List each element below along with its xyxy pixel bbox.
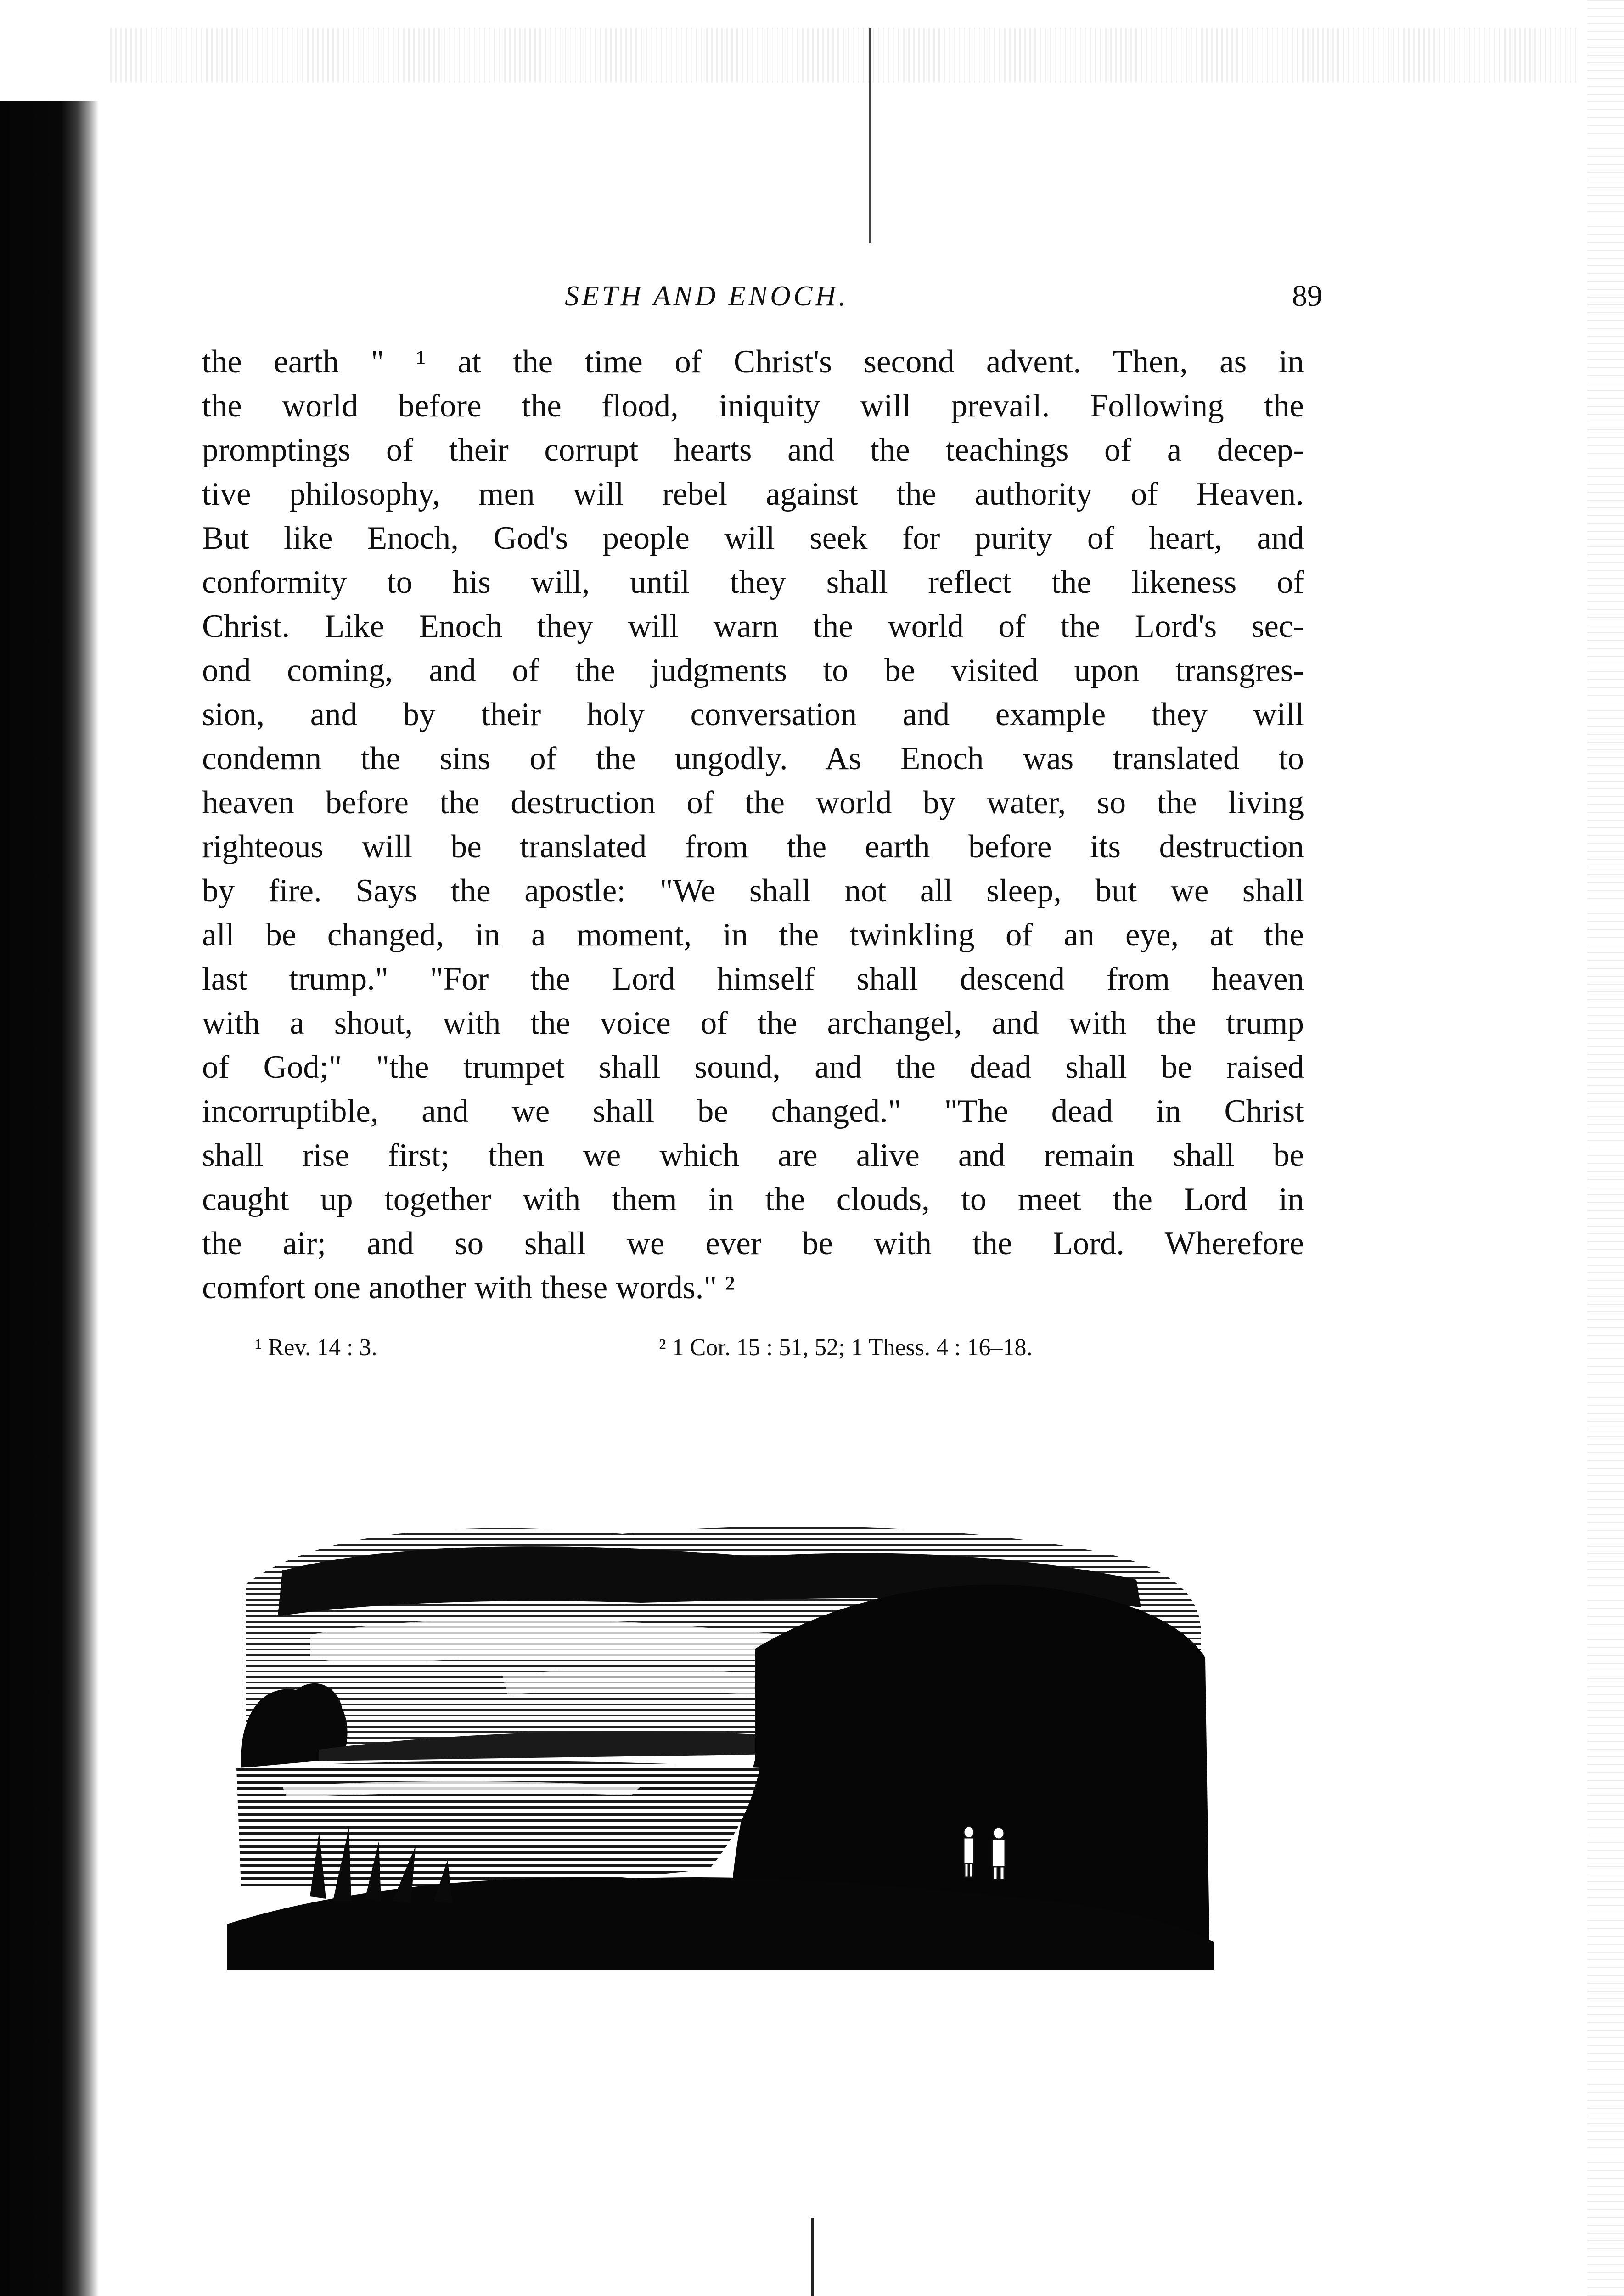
body-line: condemn the sins of the ungodly. As Enoch was translated to	[202, 741, 1304, 777]
body-line: sion, and by their holy conversation and example they will	[202, 697, 1304, 732]
body-text	[202, 340, 1304, 1310]
body-line: promptings of their corrupt hearts and the teachings of a decep-	[202, 432, 1304, 468]
body-line: last trump." "For the Lord himself shall descend from heaven	[202, 961, 1304, 997]
body-line: righteous will be translated from the earth before its destruction	[202, 829, 1304, 865]
body-line: incorruptible, and we shall be changed." "The dead in Christ	[202, 1093, 1304, 1129]
page-fold-mark-bottom	[811, 2218, 814, 2296]
body-line: But like Enoch, God's people will seek for purity of heart, and	[202, 520, 1304, 556]
body-line: ond coming, and of the judgments to be visited upon transgres-	[202, 653, 1304, 688]
body-line: the air; and so shall we ever be with the Lord. Wherefore	[202, 1226, 1304, 1261]
body-line: conformity to his will, until they shall reflect the likeness of	[202, 564, 1304, 600]
body-line: all be changed, in a moment, in the twinkling of an eye, at the	[202, 917, 1304, 953]
body-line: the world before the flood, iniquity will prevail. Following the	[202, 388, 1304, 424]
book-spine-shadow	[0, 101, 99, 2296]
body-line: by fire. Says the apostle: "We shall not all sleep, but we shall	[202, 873, 1304, 909]
page-header	[565, 276, 1322, 317]
scan-noise-top	[110, 28, 1579, 83]
page-number: 89	[1292, 279, 1322, 313]
page-fold-mark-top	[869, 28, 871, 243]
body-line: the earth " ¹ at the time of Christ's second advent. Then, as in	[202, 344, 1304, 380]
running-head: SETH AND ENOCH.	[565, 281, 849, 312]
body-line-last: comfort one another with these words." ²	[202, 1270, 735, 1306]
body-line: with a shout, with the voice of the archangel, and with the trump	[202, 1005, 1304, 1041]
body-line: heaven before the destruction of the world by water, so the living	[202, 785, 1304, 821]
scan-noise-right	[1587, 0, 1624, 2296]
body-line: caught up together with them in the clouds, to meet the Lord in	[202, 1182, 1304, 1217]
footnote-1: ¹ Rev. 14 : 3.	[255, 1334, 377, 1361]
footnote-2: ² 1 Cor. 15 : 51, 52; 1 Thess. 4 : 16–18.	[659, 1334, 1033, 1361]
body-line: tive philosophy, men will rebel against the authority of Heaven.	[202, 476, 1304, 512]
landscape-engraving	[227, 1511, 1214, 1970]
body-line: of God;" "the trumpet shall sound, and the dead shall be raised	[202, 1049, 1304, 1085]
footnotes	[255, 1332, 1219, 1364]
body-line: shall rise first; then we which are alive and remain shall be	[202, 1137, 1304, 1173]
body-line: Christ. Like Enoch they will warn the world of the Lord's sec-	[202, 608, 1304, 644]
